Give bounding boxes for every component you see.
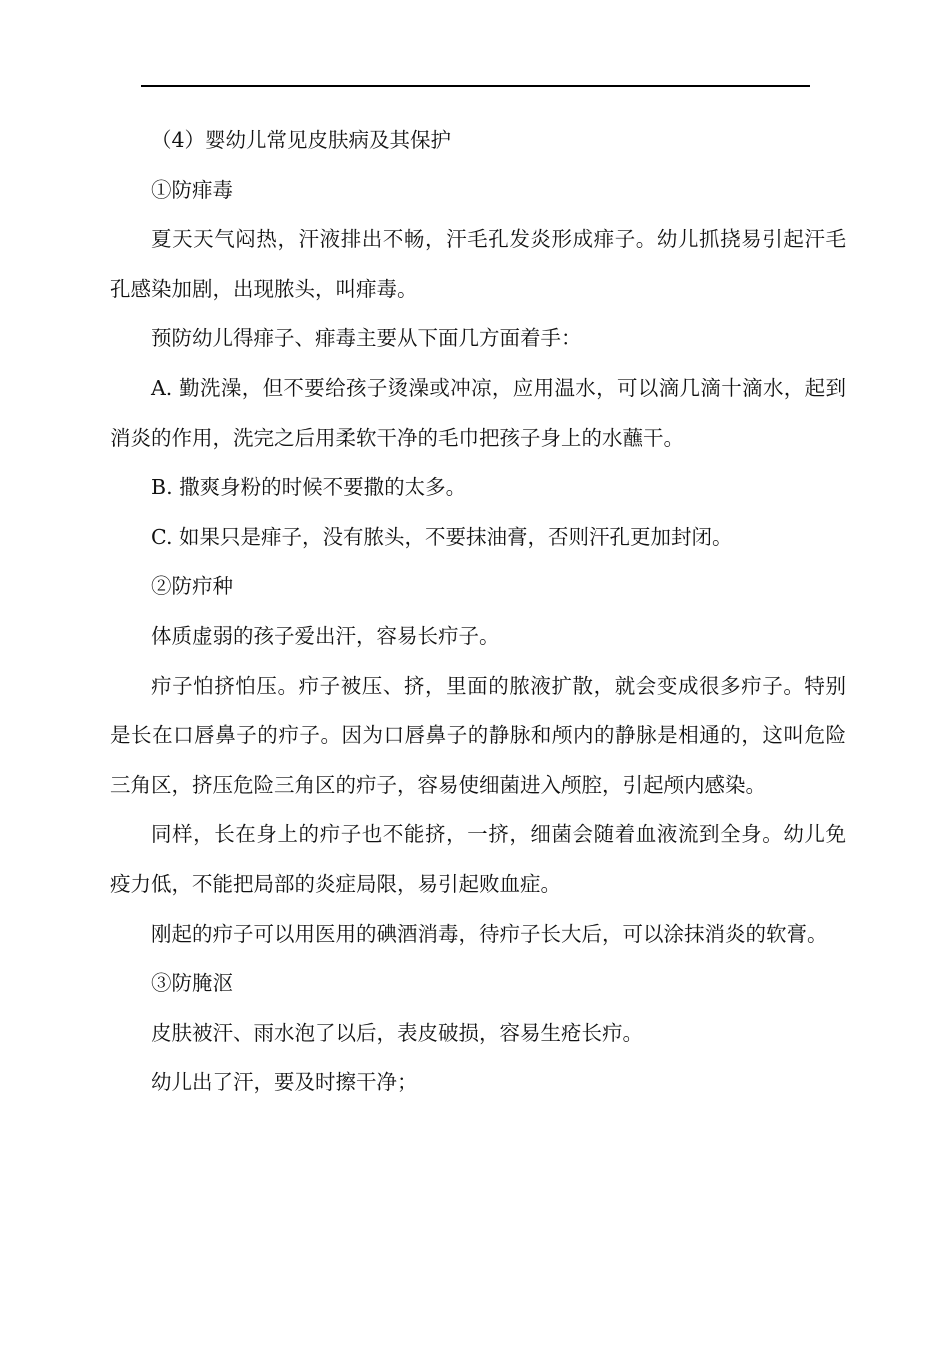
body-paragraph: 体质虚弱的孩子爱出汗，容易长疖子。	[151, 623, 500, 648]
header-rule	[141, 85, 810, 87]
subsection-heading: ②防疖种	[151, 574, 233, 599]
subsection-heading: ①防痱毒	[151, 177, 233, 202]
body-paragraph: 疖子怕挤怕压。疖子被压、挤，里面的脓液扩散，就会变成很多疖子。特别是长在口唇鼻子的疖子。因为口唇鼻子的静脉和颅内的静脉是相通的，这叫危险三角区，挤压危险三角区的疖子，容易使细菌进入颅腔，引起颅内感染。	[110, 673, 846, 797]
body-paragraph: 同样，长在身上的疖子也不能挤，一挤，细菌会随着血液流到全身。幼儿免疫力低，不能把局部的炎症局限，易引起败血症。	[110, 822, 846, 896]
document-body	[110, 116, 846, 1108]
list-item: A. 勤洗澡，但不要给孩子烫澡或冲凉，应用温水，可以滴几滴十滴水，起到消炎的作用，洗完之后用柔软干净的毛巾把孩子身上的水蘸干。	[110, 375, 846, 450]
body-paragraph: 夏天天气闷热，汗液排出不畅，汗毛孔发炎形成痱子。幼儿抓挠易引起汗毛孔感染加剧，出现脓头，叫痱毒。	[110, 227, 846, 301]
body-paragraph: 预防幼儿得痱子、痱毒主要从下面几方面着手：	[151, 326, 582, 351]
list-item: C. 如果只是痱子，没有脓头，不要抹油膏，否则汗孔更加封闭。	[151, 524, 733, 549]
body-paragraph: 幼儿出了汗，要及时擦干净；	[151, 1070, 418, 1095]
body-paragraph: 皮肤被汗、雨水泡了以后，表皮破损，容易生疮长疖。	[151, 1020, 643, 1045]
section-heading: （4）婴幼儿常见皮肤病及其保护	[151, 128, 452, 152]
subsection-heading: ③防腌沤	[151, 971, 233, 996]
body-paragraph: 刚起的疖子可以用医用的碘酒消毒，待疖子长大后，可以涂抹消炎的软膏。	[151, 921, 828, 946]
list-item: B. 撒爽身粉的时候不要撒的太多。	[151, 475, 467, 500]
